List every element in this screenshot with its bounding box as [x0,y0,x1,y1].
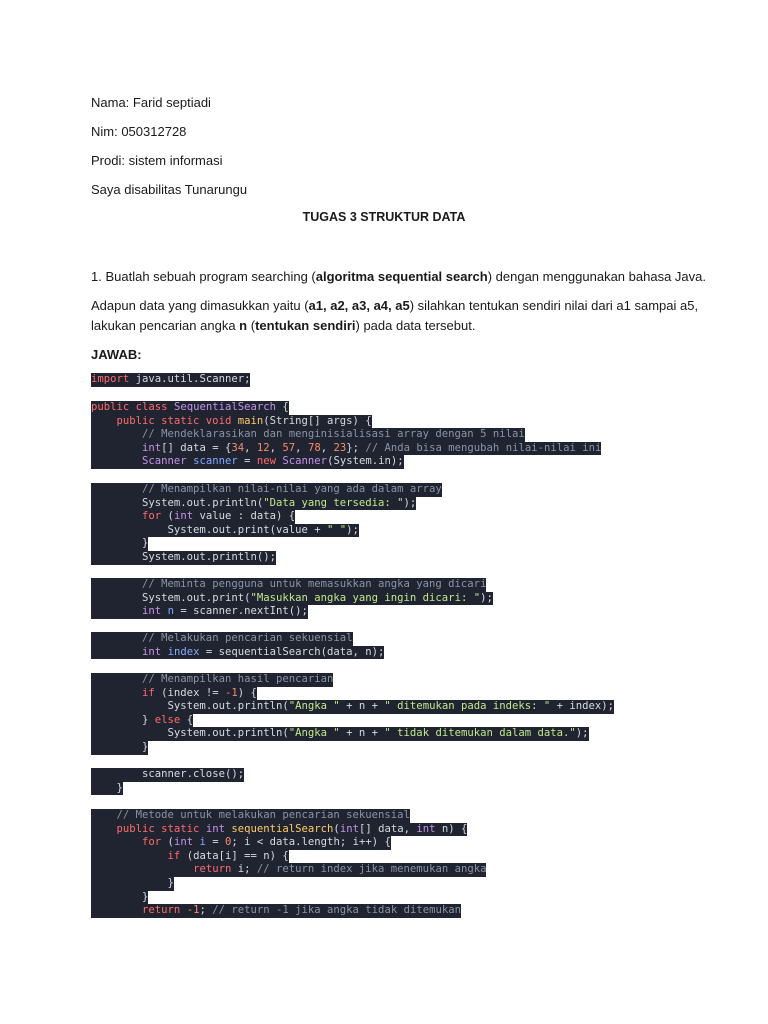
code-string: " ditemukan pada indeks: " [384,700,551,713]
code-number: -1 [224,686,238,699]
code-number: 23 [333,441,347,454]
code-token: if [142,686,155,699]
code-token: System.out.println( [142,496,264,509]
code-string: "Masukkan angka yang ingin dicari: " [250,591,481,604]
code-block-close [91,768,244,795]
code-token: } [167,876,174,889]
code-token: System.out.println( [167,700,289,713]
code-token: n) { [435,822,468,835]
code-string: " tidak ditemukan dalam data." [384,727,576,740]
code-number: 57 [282,441,296,454]
code-token: else [154,713,181,726]
code-token: System.out.print(value + [167,523,327,536]
code-token: int [173,510,194,523]
code-token: java.util.Scanner; [129,373,251,385]
code-token: { [276,401,289,413]
code-token: ; i < data.length; i++) { [231,836,391,849]
code-token: int [339,822,359,835]
code-token: int [205,822,225,835]
code-token: for [142,510,162,523]
code-token: ( [161,510,174,523]
code-string: "Angka " [288,727,340,740]
code-token: main [237,414,264,427]
code-token: index [167,645,200,658]
code-token: (System.in); [327,455,404,468]
code-token: System.out.println(); [142,550,276,563]
code-token: (data[i] == n) { [180,849,289,862]
code-token: return [142,904,181,917]
code-token: + n + [339,700,385,713]
code-token: scanner [193,455,238,468]
code-token: n [167,605,174,618]
code-comment: // Melakukan pencarian sekuensial [142,632,353,644]
q2-b: ) silahkan tentukan sendiri nilai dari a1 sampai a5, [409,298,699,313]
code-string: "Angka " [288,700,340,713]
q3-n: n [239,318,248,333]
code-block-input [91,578,493,619]
code-token: i [199,836,206,849]
code-token: ); [403,496,417,509]
code-number: 12 [256,441,270,454]
code-token: ) { [237,686,257,699]
code-token: int [173,836,194,849]
code-comment: // Meminta pengguna untuk memasukkan angka yang dicari [142,578,487,590]
code-token: [] data, [358,822,417,835]
code-token: + n + [339,727,385,740]
code-comment: // return index jika menemukan angka [256,863,487,876]
code-token: public [91,401,130,413]
code-token: int [416,822,436,835]
code-token: }; [346,441,366,454]
code-block-search-call [91,632,384,659]
q1-bold: algoritma sequential search [315,269,488,284]
code-token: Scanner [142,455,187,468]
code-comment: // Metode untuk melakukan pencarian sekuensial [116,809,410,821]
code-token: System.out.print( [142,591,251,604]
code-token: System.out.println( [167,727,289,740]
code-token: + index); [550,700,615,713]
code-comment: // Mendeklarasikan dan menginisialisasi array dengan 5 nilai [142,428,525,441]
code-token: i; [231,863,257,876]
code-token: scanner.close(); [142,768,245,780]
question-line-1 [91,269,706,285]
q3-a: lakukan pencarian angka [91,318,240,333]
q3-bold: tentukan sendiri [255,318,356,333]
code-string: " " [327,523,347,536]
code-token: new [256,455,277,468]
code-token: = [205,836,225,849]
student-disability: Saya disabilitas Tunarungu [91,182,248,197]
code-token: value : data) { [193,510,296,523]
code-block-print-data [91,483,442,565]
code-import [91,373,250,387]
code-token: import [91,373,130,385]
answer-label [91,347,142,363]
code-string: "Data yang tersedia: " [263,496,404,509]
q2-vars: a1, a2, a3, a4, a5 [308,298,410,313]
code-token: } [142,537,149,550]
code-block-main-header: public class SequentialSearch { public static void main(String[] args) { // Mendeklarasikan dan menginisialisasi array dengan 5 nilai int[] data = {34, 12, 57, 78, 23}; // Anda bisa mengubah nilai-nilai ini Scanner scanner = new Scanner(System.in); [91,401,602,468]
code-token: ); [480,591,493,604]
q3-c: ) pada data tersebut. [355,318,476,333]
code-token: ; [199,904,213,917]
code-number: 78 [307,441,321,454]
code-token: ); [346,523,359,536]
code-number: -1 [186,904,200,917]
code-token: = sequentialSearch(data, n); [199,645,385,658]
code-comment: // return -1 jika angka tidak ditemukan [212,904,461,917]
student-prodi: Prodi: sistem informasi [91,153,223,168]
document-title: TUGAS 3 STRUKTUR DATA [302,210,466,224]
code-token: SequentialSearch [173,401,277,413]
code-token: } [116,781,123,794]
code-comment: // Anda bisa mengubah nilai-nilai ini [365,441,602,454]
code-token: } [142,713,155,726]
code-comment: // Menampilkan hasil pencarian [142,673,334,685]
code-token: ( [333,822,340,835]
student-nim: Nim: 050312728 [91,124,187,139]
code-token: { [180,713,194,726]
code-block-result [91,673,614,755]
question-line-2 [91,298,698,314]
code-token: ); [575,727,589,740]
code-token: sequentialSearch [231,822,334,835]
code-token: = [237,455,257,468]
q3-b: ( [247,318,256,333]
question-line-3 [91,318,475,334]
code-token: for [142,836,162,849]
code-token: return [193,863,232,876]
student-name: Nama: Farid septiadi [91,95,211,110]
code-token: (index != [154,686,225,699]
code-token: if [167,849,181,862]
code-token: int [142,605,162,618]
q2-a: Adapun data yang dimasukkan yaitu ( [91,298,309,313]
q1-prefix: 1. Buatlah sebuah program searching ( [91,269,316,284]
code-token: public static [116,822,200,835]
code-comment: // Menampilkan nilai-nilai yang ada dalam array [142,483,442,495]
code-token: class [135,401,168,413]
code-token: int [142,645,162,658]
code-token: } [142,740,149,753]
answer-label-text: JAWAB: [91,347,142,362]
code-token: } [142,890,149,903]
code-block-method [91,809,486,918]
code-token: (String[] args) { [263,414,372,427]
code-token: int [142,441,162,454]
code-number: 0 [225,836,232,849]
code-token: = scanner.nextInt(); [173,605,308,618]
code-token: public static void [116,414,232,427]
q1-suffix: ) dengan menggunakan bahasa Java. [487,269,706,284]
code-token: ( [161,836,174,849]
code-number: 34 [231,441,245,454]
code-token: [] data = { [161,441,232,454]
code-token: Scanner [282,455,328,468]
